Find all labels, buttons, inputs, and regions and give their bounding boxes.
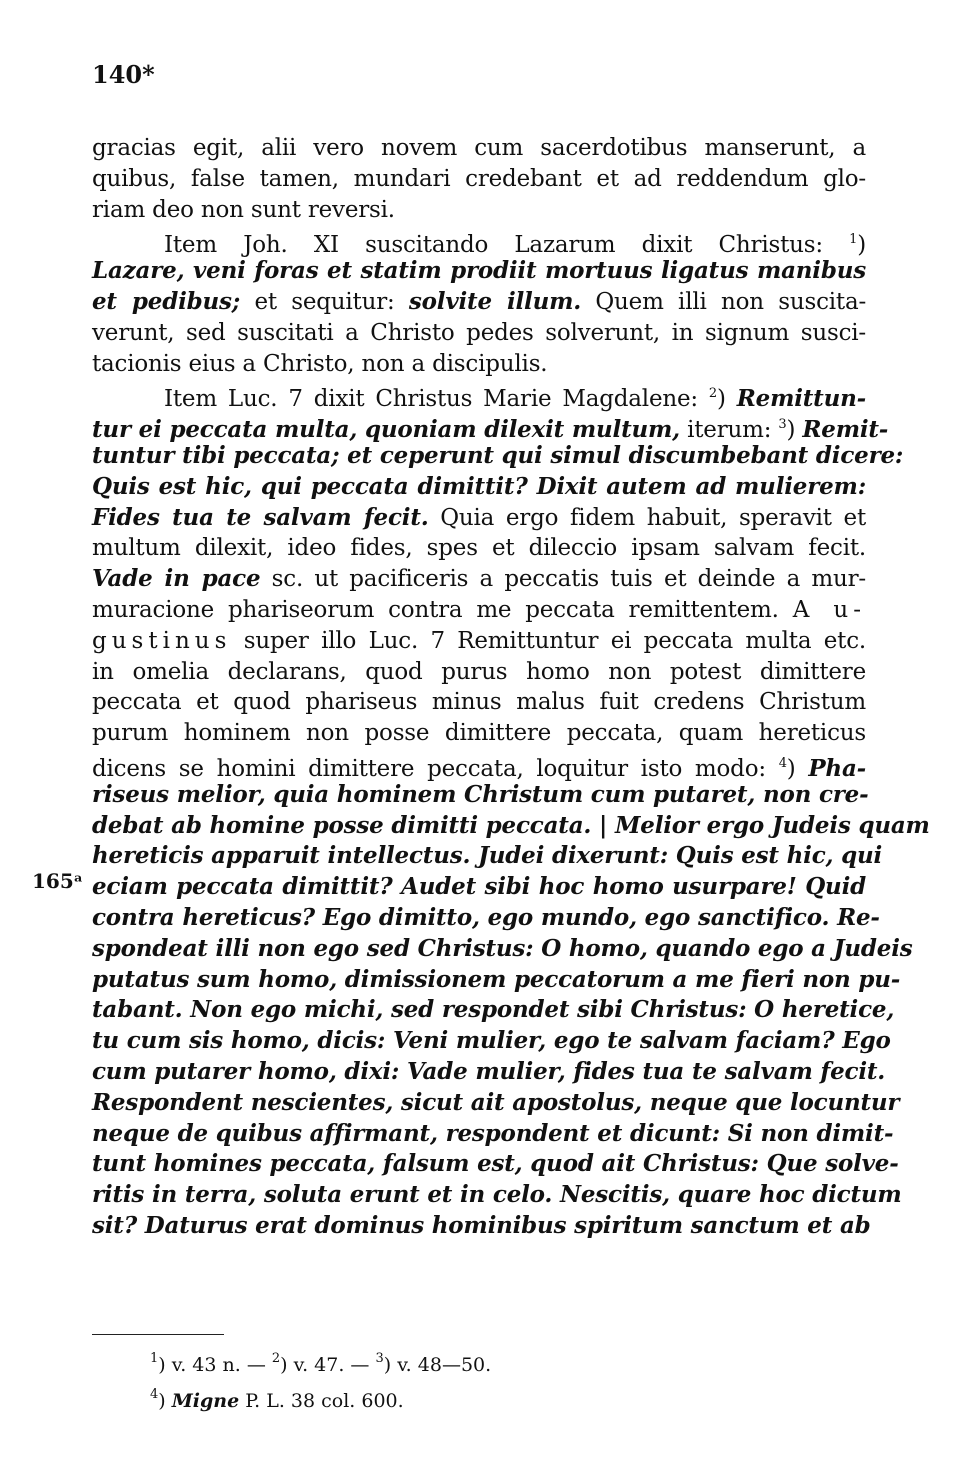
text-segment: A u- [792, 596, 866, 623]
text-line [92, 687, 866, 718]
text-segment: tacionis eius a Christo, non a discipulis. [92, 350, 548, 377]
italic-text: tuntur tibi peccata; et ceperunt qui simul discumbebant dicere: [92, 441, 904, 469]
margin-folio-note: 165ᵃ [32, 869, 84, 893]
footnote-divider [92, 1334, 224, 1335]
italic-text: riseus melior, quia hominem Christum cum putaret, non cre- [92, 780, 869, 808]
text-line [92, 256, 866, 287]
footnotes-block [150, 1344, 850, 1416]
italic-text: Vade in pace [92, 565, 261, 593]
text-line [92, 626, 866, 657]
text-line [92, 441, 904, 472]
text-line [92, 1180, 902, 1211]
text-line [92, 1026, 891, 1057]
italic-text: Remit- [802, 416, 889, 444]
text-line [92, 1119, 894, 1150]
text-segment: gracias egit, alii vero novem cum sacerdotibus manserunt, a [92, 135, 866, 161]
italic-text: cum putarer homo, dixi: Vade mulier, fides tua te salvam fecit. [92, 1057, 886, 1085]
text-segment: gustinus [92, 627, 232, 654]
text-line [92, 195, 866, 226]
italic-text: ritis in terra, soluta erunt et in celo. Nescitis, quare hoc dictum [92, 1181, 902, 1209]
text-segment: ) [786, 755, 809, 782]
text-line [92, 595, 866, 626]
text-segment: ) v. 47. — [280, 1354, 376, 1376]
text-segment: purum hominem non posse dimittere peccata, quam hereticus [92, 720, 866, 747]
text-line [92, 965, 901, 996]
footnote-marker: 2 [271, 1351, 281, 1366]
italic-text: eciam peccata dimittit? Audet sibi hoc homo usurpare! Quid [92, 873, 866, 901]
footnote-marker: 2 [708, 386, 717, 402]
italic-text: tu cum sis homo, dicis: Veni mulier, ego te salvam faciam? Ego [92, 1027, 891, 1055]
text-segment: super illo Luc. 7 Remittuntur ei peccata multa etc. [231, 627, 866, 654]
text-segment: peccata et quod phariseus minus malus fuit credens Christum [92, 689, 866, 716]
footnote-line [150, 1344, 850, 1380]
text-line [92, 657, 866, 688]
italic-text: Pha- [808, 754, 866, 782]
text-segment: quibus, false tamen, mundari credebant et ad reddendum glo- [92, 165, 866, 192]
italic-text: et pedibus; [92, 287, 241, 315]
text-segment: ) [786, 417, 803, 444]
text-line [92, 287, 866, 318]
text-line [92, 133, 866, 164]
text-line [92, 472, 866, 503]
text-segment: iterum: [679, 417, 779, 444]
text-segment: riam deo non sunt reversi. [92, 196, 395, 223]
text-line [92, 533, 866, 564]
footnote-marker: 1 [849, 232, 858, 248]
text-line [92, 841, 883, 872]
page-number: 140* [92, 60, 155, 89]
footnote-marker: 1 [150, 1351, 159, 1366]
text-line [92, 872, 866, 903]
italic-text: tur ei peccata multa, quoniam dilexit multum, [92, 416, 680, 444]
text-segment: Item Joh. XI suscitando Lazarum dixit Christus: [164, 232, 850, 259]
text-line [92, 1088, 900, 1119]
italic-text: spondeat illi non ego sed Christus: O homo, quando ego a Judeis [92, 934, 913, 962]
text-line [92, 780, 869, 811]
text-line [92, 1149, 899, 1180]
text-segment: muracione phariseorum contra me peccata remittentem. [92, 596, 793, 623]
text-segment: ) v. 48—50. [383, 1354, 492, 1376]
text-line [92, 410, 889, 444]
text-line [92, 225, 866, 259]
text-segment: in omelia declarans, quod purus homo non potest dimittere [92, 658, 866, 685]
text-line [92, 995, 895, 1026]
text-line [92, 564, 866, 595]
text-line [92, 164, 866, 195]
italic-text: putatus sum homo, dimissionem peccatorum a me fieri non pu- [92, 965, 901, 993]
text-segment: ) [857, 232, 866, 259]
text-segment: P. L. 38 col. 600. [239, 1390, 404, 1412]
text-segment: ) [158, 1390, 172, 1412]
text-line [92, 718, 866, 749]
text-segment: Quem illi non suscita- [581, 288, 867, 315]
text-line [92, 1211, 871, 1242]
italic-text: Fides tua te salvam fecit. [92, 503, 429, 531]
text-segment: multum dilexit, ideo fides, spes et dileccio ipsam salvam fecit. [92, 535, 866, 562]
text-segment: dicens se homini dimittere peccata, loquitur isto modo: [92, 755, 779, 782]
footnote-marker: 3 [375, 1351, 384, 1366]
text-line [92, 379, 866, 413]
footnote-line [150, 1380, 850, 1416]
text-line [92, 934, 913, 965]
text-line [92, 1057, 886, 1088]
text-segment: et sequitur: [240, 288, 409, 315]
text-line [92, 318, 866, 349]
text-segment: ) v. 43 n. — [158, 1354, 272, 1376]
italic-text: debat ab homine posse dimitti peccata. | Melior ergo Judeis quam [92, 811, 930, 839]
text-line [92, 749, 866, 780]
italic-text: sit? Daturus erat dominus hominibus spiritum sanctum et ab [92, 1211, 871, 1239]
italic-text: Quis est hic, qui peccata dimittit? Dixit autem ad mulierem: [92, 472, 866, 500]
italic-text: Respondent nescientes, sicut ait apostolus, neque que locuntur [92, 1088, 900, 1116]
italic-text: contra hereticus? Ego dimitto, ego mundo, ego sanctifico. Re- [92, 903, 880, 931]
italic-text: solvite illum. [408, 287, 582, 315]
italic-text: Migne [171, 1390, 240, 1412]
italic-text: neque de quibus affirmant, respondent et dicunt: Si non dimit- [92, 1119, 894, 1147]
italic-text: hereticis apparuit intellectus. Judei dixerunt: Quis est hic, qui [92, 842, 883, 870]
text-line [92, 349, 866, 380]
text-line [92, 503, 866, 534]
text-line [92, 811, 930, 842]
italic-text: Remittun- [736, 385, 866, 413]
footnote-marker: 3 [778, 417, 787, 433]
text-segment: Quia ergo fidem habuit, speravit et [428, 504, 866, 531]
text-segment: Item Luc. 7 dixit Christus Marie Magdalene: [164, 386, 709, 413]
text-segment: sc. ut pacificeris a peccatis tuis et deinde a mur- [260, 566, 866, 593]
footnote-marker: 4 [150, 1387, 159, 1402]
italic-text: tunt homines peccata, falsum est, quod ait Christus: Que solve- [92, 1150, 899, 1178]
italic-text: tabant. Non ego michi, sed respondet sibi Christus: O heretice, [92, 996, 895, 1024]
text-line [92, 903, 880, 934]
footnote-marker: 4 [778, 755, 787, 771]
italic-text: Lazare, veni foras et statim prodiit mortuus ligatus manibus [92, 257, 866, 285]
text-segment: verunt, sed suscitati a Christo pedes solverunt, in signum susci- [92, 319, 866, 346]
main-text-block [92, 133, 930, 1242]
text-segment: ) [716, 386, 737, 413]
